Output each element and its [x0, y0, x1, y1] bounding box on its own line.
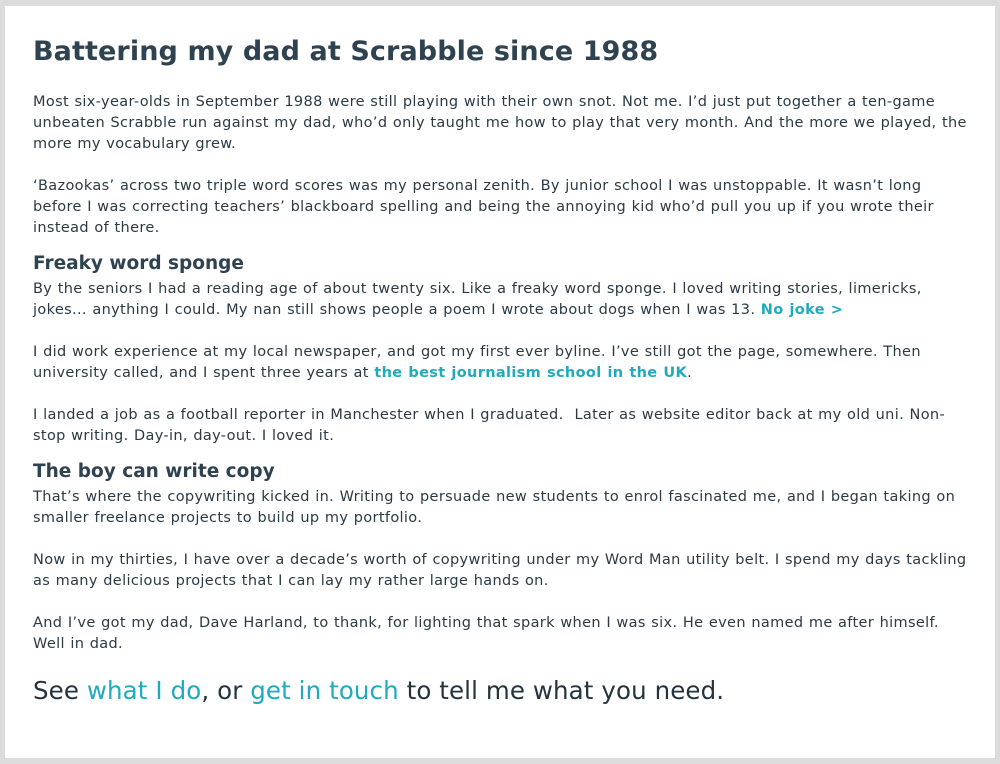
journalism-school-link[interactable]: the best journalism school in the UK: [374, 365, 688, 381]
section-2-paragraph-1: That’s where the copywriting kicked in. Writing to persuade new students to enrol fascinated me, and I began taking on smaller freelance projects to build up my portfolio.: [33, 489, 956, 526]
what-i-do-link[interactable]: what I do: [86, 676, 202, 705]
page-title: Battering my dad at Scrabble since 1988: [33, 36, 659, 67]
section-heading-freaky-word-sponge: Freaky word sponge: [33, 253, 244, 274]
cta-prefix: See: [33, 676, 87, 705]
no-joke-link[interactable]: No joke >: [760, 302, 844, 318]
cta-middle: , or: [201, 676, 251, 705]
section-2-paragraph-2: Now in my thirties, I have over a decade’s worth of copywriting under my Word Man utility belt. I spend my days tackling as many delicious projects that I can lay my rather large hands on.: [33, 552, 967, 589]
section-1-paragraph-1: [33, 279, 967, 321]
section-heading-boy-can-write-copy: The boy can write copy: [33, 461, 275, 482]
section-1-paragraph-2: [33, 342, 967, 384]
call-to-action: [33, 674, 967, 708]
paragraph-text: By the seniors I had a reading age of about twenty six. Like a freaky word sponge. I loved writing stories, limericks, jokes... anything I could. My nan still shows people a poem I wrote about dogs when I was 13.: [33, 281, 922, 318]
get-in-touch-link[interactable]: get in touch: [250, 676, 399, 705]
section-1-paragraph-3: I landed a job as a football reporter in Manchester when I graduated. Later as website editor back at my old uni. Non-stop writing. Day-in, day-out. I loved it.: [33, 407, 946, 444]
intro-paragraph-2: ‘Bazookas’ across two triple word scores was my personal zenith. By junior school I was unstoppable. It wasn’t long before I was correcting teachers’ blackboard spelling and being the annoying kid who’d pull you up if you wrote their instead of there.: [33, 178, 934, 236]
paragraph-end: .: [687, 365, 693, 381]
cta-suffix: to tell me what you need.: [398, 676, 725, 705]
intro-paragraph-1: Most six-year-olds in September 1988 were still playing with their own snot. Not me. I’d just put together a ten-game unbeaten Scrabble run against my dad, who’d only taught me how to play that very month. And the more we played, the more my vocabulary grew.: [33, 94, 967, 152]
paragraph-text: I did work experience at my local newspaper, and got my first ever byline. I’ve still got the page, somewhere. Then university called, and I spent three years at: [33, 344, 921, 381]
content-panel: [5, 6, 995, 758]
section-2-paragraph-3: And I’ve got my dad, Dave Harland, to thank, for lighting that spark when I was six. He even named me after himself. Well in dad.: [33, 615, 939, 652]
